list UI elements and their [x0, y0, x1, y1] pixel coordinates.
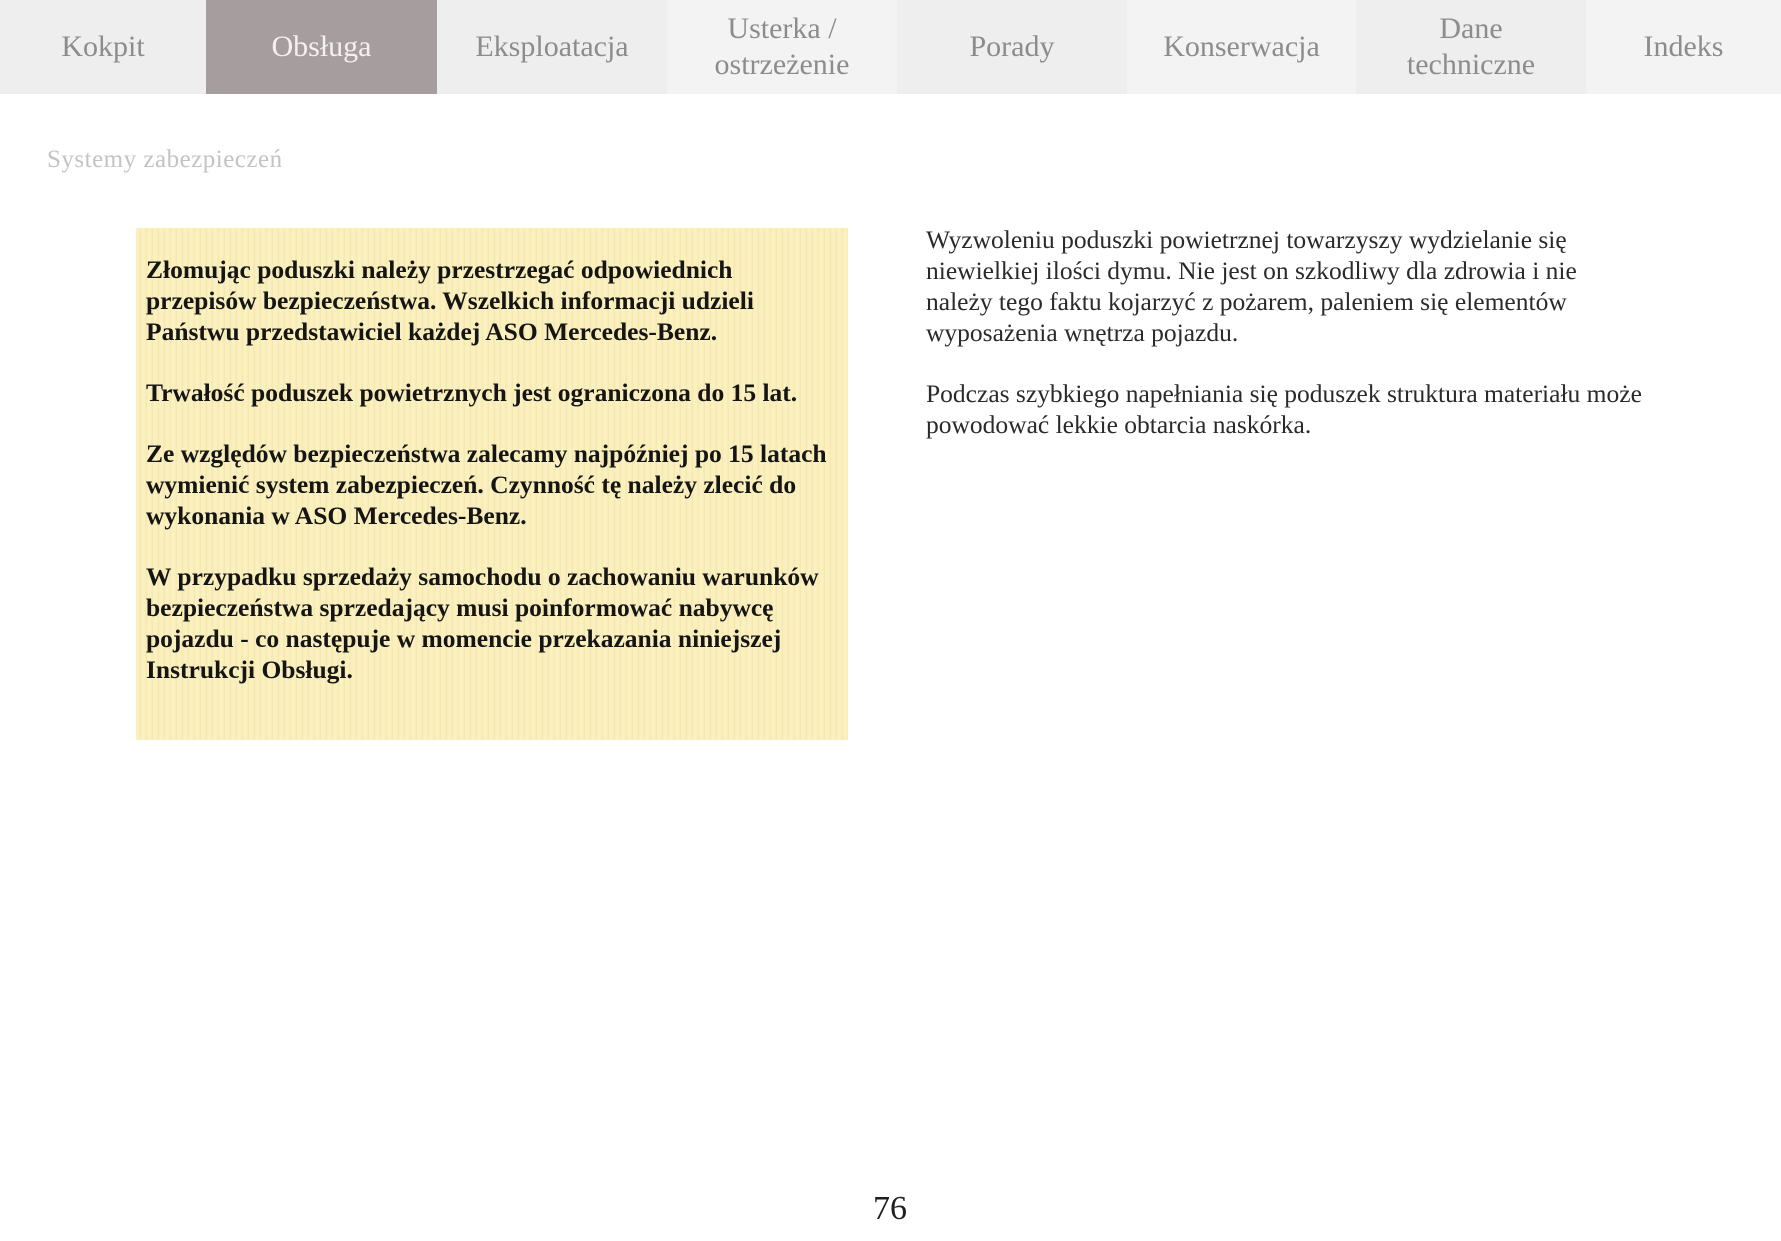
tab-label: Porady — [969, 30, 1055, 63]
tab-usterka-ostrzezenie[interactable] — [667, 0, 897, 94]
tab-konserwacja[interactable] — [1127, 0, 1356, 94]
section-title: Systemy zabezpieczeń — [47, 146, 283, 173]
tab-label: Konserwacja — [1163, 30, 1320, 63]
chapter-tab-bar — [0, 0, 1781, 94]
warning-box — [136, 228, 848, 740]
warning-paragraph: W przypadku sprzedaży samochodu o zachowaniu warunków bezpieczeństwa sprzedający musi poinformować nabywcę pojazdu - co następuje w momencie przekazania niniejszej Instrukcji Obsługi. — [146, 562, 819, 684]
page-number: 76 — [873, 1190, 907, 1227]
tab-label: Indeks — [1643, 30, 1724, 63]
tab-dane-techniczne[interactable] — [1356, 0, 1586, 94]
tab-label: Obsługa — [271, 30, 372, 63]
tab-label: Dane — [1439, 12, 1503, 45]
warning-paragraph: Złomując poduszki należy przestrzegać odpowiednich przepisów bezpieczeństwa. Wszelkich informacji udzieli Państwu przedstawiciel każdej ASO Mercedes-Benz. — [146, 255, 754, 346]
tab-eksploatacja[interactable] — [437, 0, 667, 94]
tab-label-line2: ostrzeżenie — [714, 48, 850, 81]
tab-obsluga[interactable] — [206, 0, 437, 94]
tab-porady[interactable] — [897, 0, 1127, 94]
tab-indeks[interactable] — [1586, 0, 1781, 94]
body-paragraph: Wyzwoleniu poduszki powietrznej towarzyszy wydzielanie się niewielkiej ilości dymu. Nie jest on szkodliwy dla zdrowia i nie należy tego faktu kojarzyć z pożarem, paleniem się elementów wyposażenia wnętrza pojazdu. — [926, 225, 1577, 347]
tab-label: Eksploatacja — [475, 30, 629, 63]
warning-paragraph: Ze względów bezpieczeństwa zalecamy najpóźniej po 15 latach wymienić system zabezpieczeń. Czynność tę należy zlecić do wykonania w ASO Mercedes-Benz. — [146, 439, 827, 530]
tab-label-line2: techniczne — [1406, 48, 1536, 81]
tab-label: Usterka / — [727, 12, 837, 45]
body-text-column — [926, 224, 1646, 470]
body-paragraph: Podczas szybkiego napełniania się poduszek struktura materiału może powodować lekkie obtarcia naskórka. — [926, 379, 1642, 439]
tab-label: Kokpit — [61, 30, 145, 63]
warning-paragraph: Trwałość poduszek powietrznych jest ograniczona do 15 lat. — [146, 378, 798, 407]
tab-kokpit[interactable] — [0, 0, 206, 94]
